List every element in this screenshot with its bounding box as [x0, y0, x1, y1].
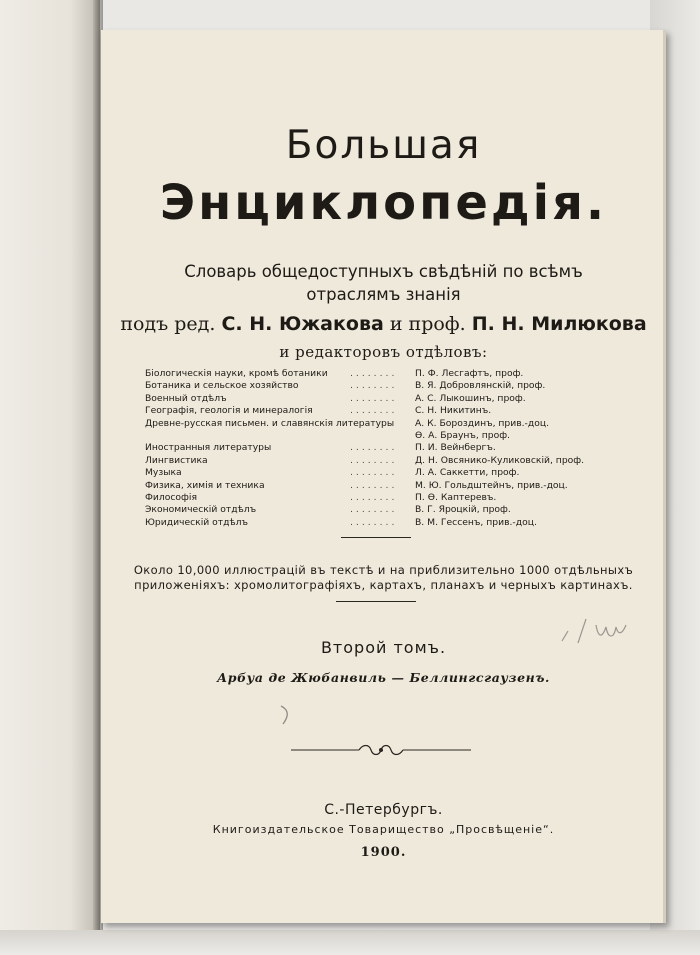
subtitle-line-2: отраслямъ знанія [306, 285, 461, 304]
pencil-mark [277, 702, 297, 728]
department-editor: В. Г. Яроцкій, проф. [415, 504, 511, 516]
department-row [145, 393, 635, 405]
department-row [145, 368, 635, 380]
department-editor: В. Я. Добровлянскій, проф. [415, 380, 546, 392]
department-row [145, 492, 635, 504]
book-spine [0, 0, 100, 955]
leader-dots: ........ [350, 405, 398, 417]
year: 1900. [360, 845, 407, 860]
table-surface [0, 930, 700, 955]
department-row [145, 455, 635, 467]
department-name: Военный отдѣлъ [145, 392, 227, 404]
leader-dots: ........ [350, 442, 398, 454]
city: С.-Петербургъ. [324, 802, 443, 818]
leader-dots: ........ [350, 467, 398, 479]
department-editor: Д. Н. Овсянико-Куликовскій, проф. [415, 454, 585, 466]
department-name: Лингвистика [145, 454, 208, 466]
editors-line [101, 313, 666, 335]
department-editor: А. С. Лыкошинъ, проф. [415, 392, 526, 404]
title-line-1: Большая [285, 123, 482, 168]
department-editor: П. Ѳ. Каптеревъ. [415, 491, 497, 503]
illustrations-line-1: Около 10,000 иллюстрацій въ текстѣ и на приблизительно 1000 отдѣльныхъ [133, 563, 634, 577]
editor-2: П. Н. Милюкова [471, 313, 647, 335]
department-editor: С. Н. Никитинъ. [415, 405, 492, 417]
department-row [145, 467, 635, 479]
department-row [145, 442, 635, 454]
department-row [145, 430, 635, 442]
leader-dots: ........ [350, 454, 398, 466]
department-editor: А. К. Бороздинъ, прив.-доц. [415, 417, 550, 429]
title-line-2: Энциклопедія. [159, 175, 608, 231]
illustrations-line-2: приложеніяхъ: хромолитографіяхъ, картахъ, планахъ и черныхъ картинахъ. [134, 578, 633, 592]
department-name: Древне-русская письмен. и славянскія литературы [145, 417, 395, 429]
divider-rule [336, 601, 416, 602]
department-editor: П. Ф. Лесгафтъ, проф. [415, 368, 524, 379]
volume-range: Арбуа де Жюбанвиль — Беллингсгаузенъ. [217, 670, 550, 685]
divider-rule [341, 537, 411, 538]
departments-list [145, 368, 635, 529]
department-name: Иностранныя литературы [145, 442, 272, 454]
departments-heading: и редакторовъ отдѣловъ: [279, 343, 488, 361]
publisher: Книгоиздательское Товарищество „Просвѣщеніе“. [212, 823, 555, 836]
department-row [145, 380, 635, 392]
department-name: Біологическія науки, кромѣ ботаники [145, 368, 328, 379]
editors-conj: и проф. [389, 313, 466, 335]
department-editor: П. И. Вейнбергъ. [415, 442, 496, 454]
department-editor: Ѳ. А. Браунъ, проф. [415, 429, 510, 441]
department-name: Философія [145, 491, 197, 503]
department-row [145, 418, 635, 430]
department-row [145, 517, 635, 529]
department-name: Физика, химія и техника [145, 479, 265, 491]
department-editor: М. Ю. Гольдштейнъ, прив.-доц. [415, 479, 568, 491]
leader-dots: ........ [350, 392, 398, 404]
department-editor: Л. А. Саккетти, проф. [415, 467, 520, 479]
subtitle-line-1: Словарь общедоступныхъ свѣдѣній по всѣмъ [184, 262, 583, 281]
leader-dots: ........ [350, 516, 398, 528]
department-row [145, 504, 635, 516]
department-name: Географія, геологія и минералогія [145, 405, 313, 417]
department-row [145, 405, 635, 417]
leader-dots: ........ [350, 504, 398, 516]
department-name: Музыка [145, 467, 182, 479]
title-page [101, 30, 666, 923]
editors-prefix: подъ ред. [120, 313, 216, 335]
ornament-divider [291, 742, 471, 758]
leader-dots: ........ [350, 368, 398, 379]
leader-dots: ........ [350, 380, 398, 392]
leader-dots: ........ [350, 491, 398, 503]
leader-dots: ........ [350, 479, 398, 491]
volume-label: Второй томъ. [320, 638, 447, 657]
department-name: Экономическій отдѣлъ [145, 504, 257, 516]
department-row [145, 480, 635, 492]
department-name: Юридическій отдѣлъ [145, 516, 249, 528]
editor-1: С. Н. Южакова [221, 313, 384, 335]
department-name: Ботаника и сельское хозяйство [145, 380, 299, 392]
department-editor: В. М. Гессенъ, прив.-доц. [415, 516, 537, 528]
